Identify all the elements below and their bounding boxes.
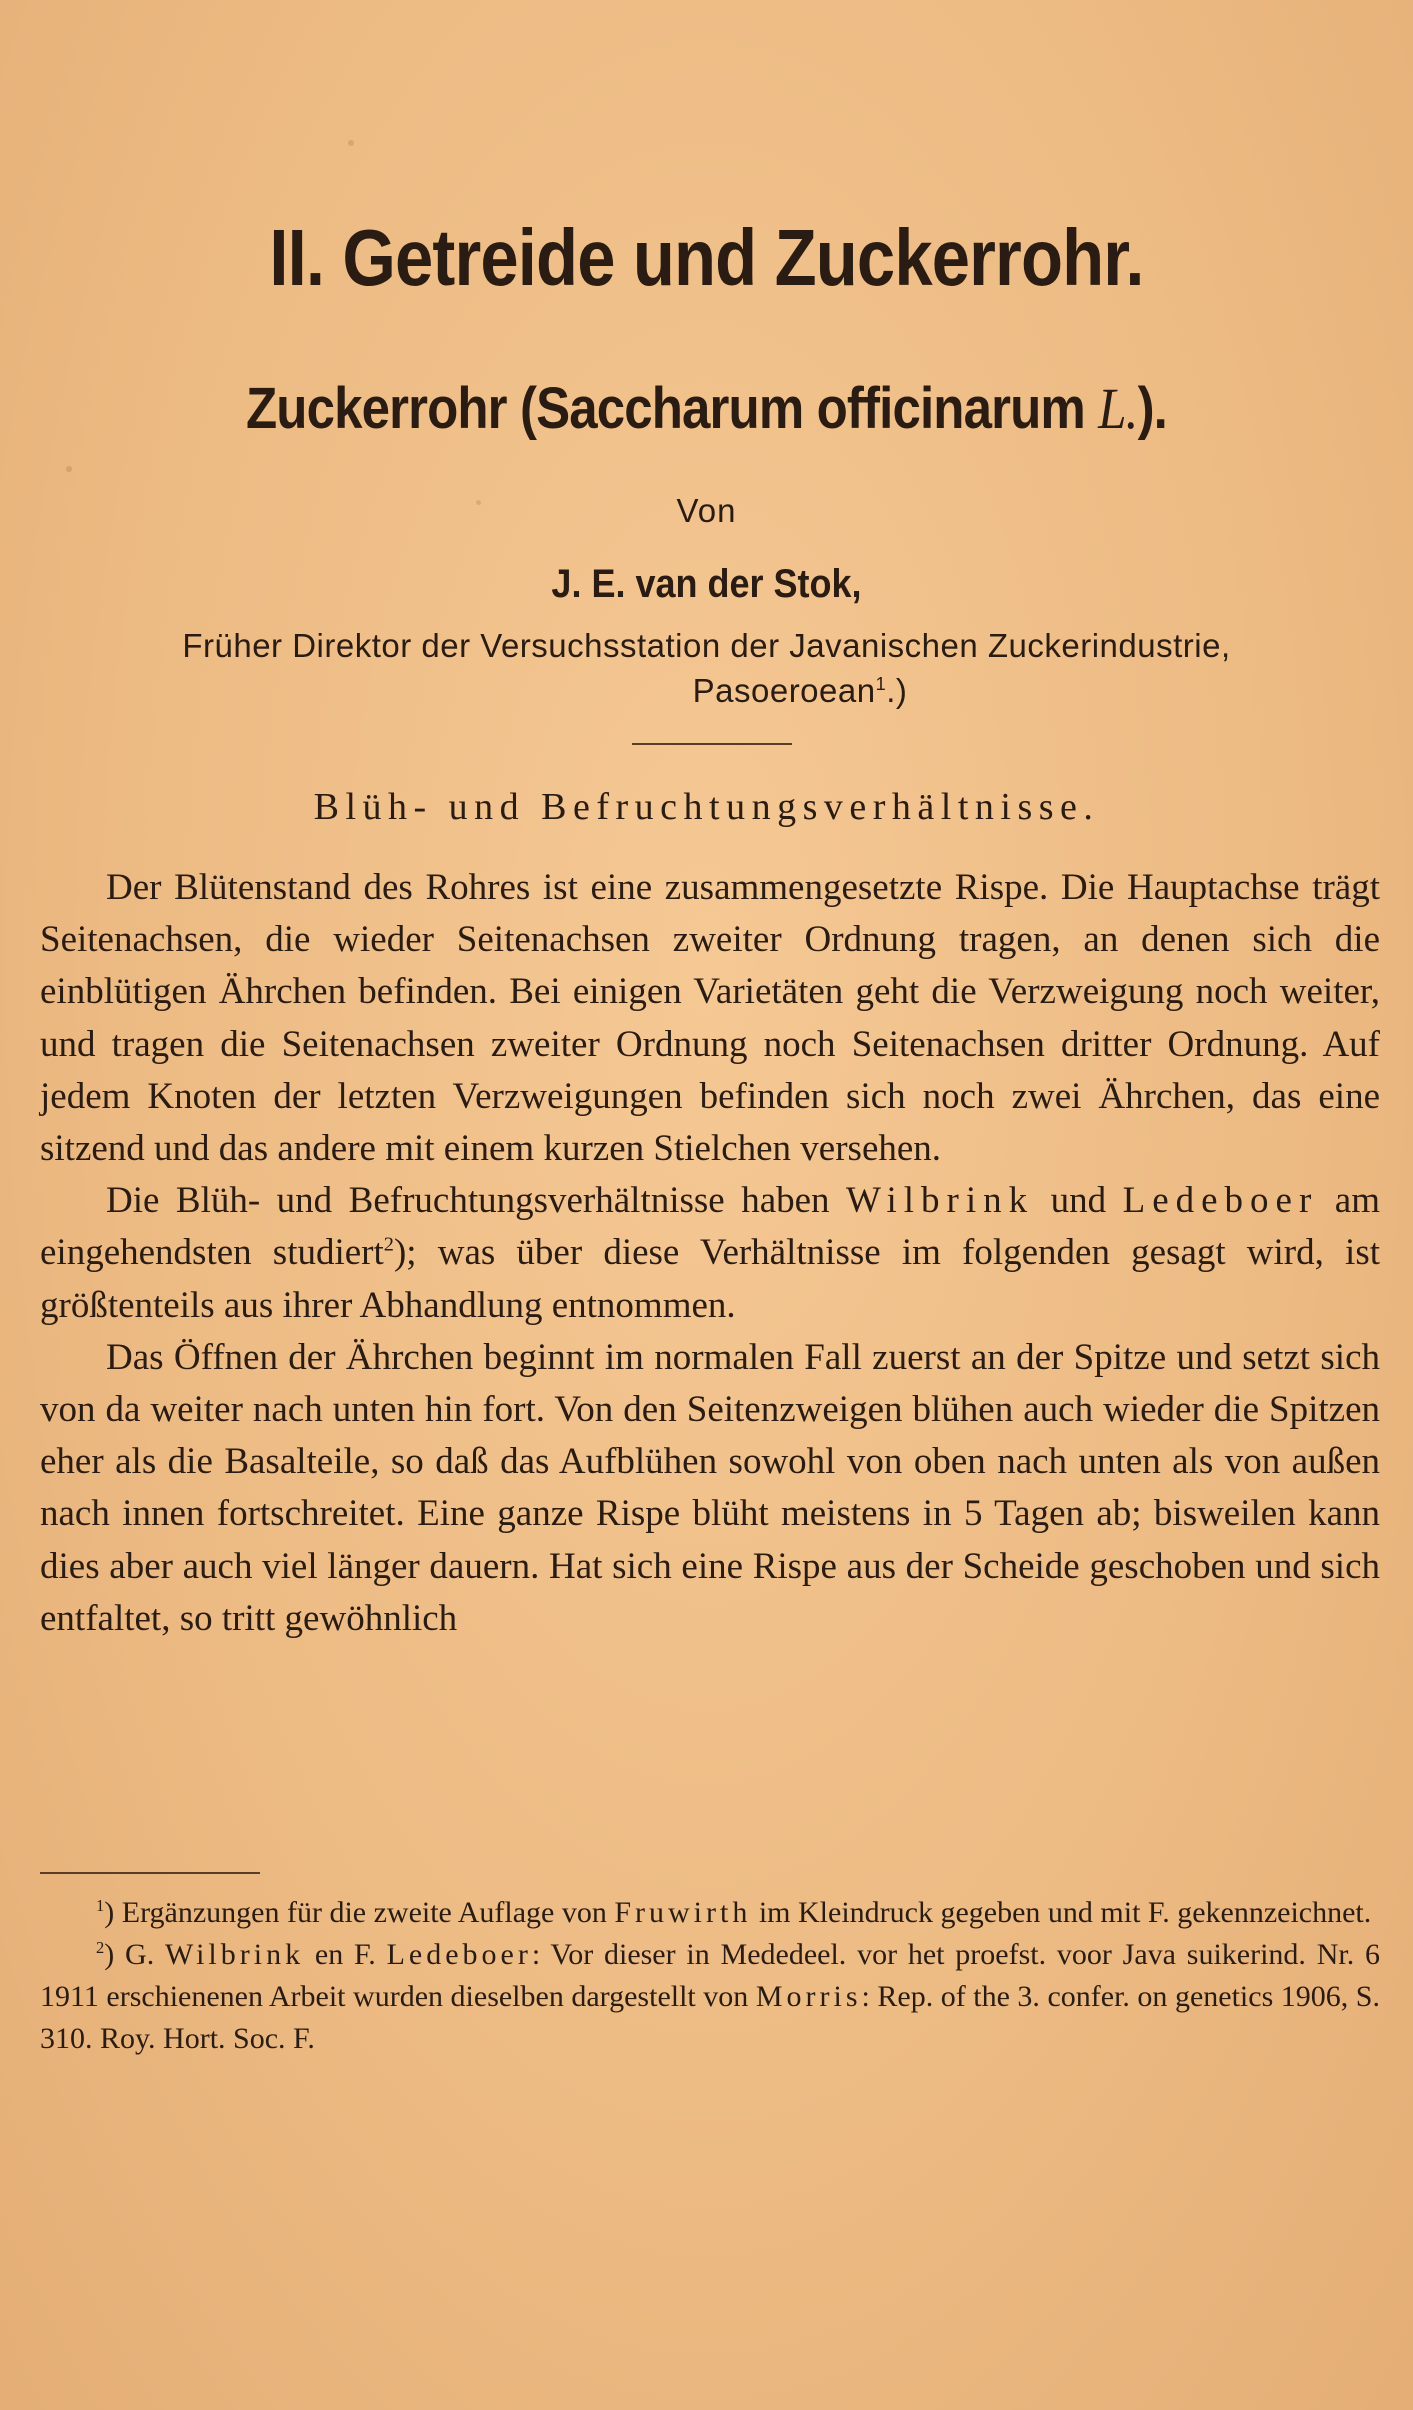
footnote-2-mark: 2 <box>96 1938 105 1957</box>
chapter-title: II. Getreide und Zuckerrohr. <box>269 213 1144 302</box>
footnote-1-text-b: im Kleindruck gegeben und mit F. gekennzeichnet. <box>751 1896 1372 1929</box>
footnotes <box>40 1892 1380 2060</box>
footnote-2-text-a: ) G. <box>104 1938 165 1971</box>
paragraph-2 <box>40 1175 1380 1332</box>
footnote-divider <box>40 1872 260 1874</box>
paragraph-1: Der Blütenstand des Rohres ist eine zusammengesetzte Rispe. Die Hauptachse trägt Seitenachsen, die wieder Seitenachsen zweiter Ordnung tragen, an denen sich die einblütigen Ährchen befinden. Bei einigen Varietäten geht die Verzweigung noch weiter, und tragen die Seitenachsen zweiter Ordnung noch Seitenachsen dritter Ordnung. Auf jedem Knoten der letzten Verzweigungen befinden sich noch zwei Ährchen, das eine sitzend und das andere mit einem kurzen Stielchen versehen. <box>40 867 1380 1170</box>
footnote-ref-2: 2 <box>383 1234 394 1257</box>
paragraph-2-text-a: Die Blüh- und Befruchtungsverhältnisse haben <box>106 1180 847 1222</box>
footnote-1-mark: 1 <box>96 1896 105 1915</box>
body-text <box>40 862 1380 1645</box>
footnote-1-author: Fruwirth <box>614 1896 752 1929</box>
footnote-2-text-b: en F. <box>304 1938 387 1971</box>
footnote-2 <box>40 1934 1380 2060</box>
footnote-ref-1: 1 <box>875 674 887 694</box>
author-affiliation-line2 <box>300 672 1300 710</box>
affiliation-place: Pasoeroean <box>692 672 876 709</box>
title-divider <box>632 743 792 745</box>
footnote-1 <box>40 1892 1380 1934</box>
paragraph-2-text-b: und <box>1034 1180 1123 1222</box>
section-title <box>85 375 1328 442</box>
paragraph-2-text-c: am eingehendsten studiert <box>40 1180 1380 1274</box>
author-name-ledeboer: Ledeboer <box>1122 1180 1319 1222</box>
footnote-1-text-a: ) Ergänzungen für die zweite Auflage von <box>104 1896 615 1929</box>
paper-spot <box>66 466 72 472</box>
author-affiliation-line1: Früher Direktor der Versuchsstation der Javanischen Zuckerindustrie, <box>182 627 1231 664</box>
author-name: J. E. van der Stok, <box>551 562 862 606</box>
author-name-wilbrink: Wilbrink <box>846 1180 1035 1222</box>
footnote-2-text-d: : Rep. of the 3. confer. on genetics 1906, S. 310. Roy. Hort. Soc. F. <box>40 1980 1380 2055</box>
footnote-2-author-1: Wilbrink <box>164 1938 305 1971</box>
section-title-main: Zuckerrohr (Saccharum officinarum <box>245 376 1099 441</box>
byline-von: Von <box>676 492 737 529</box>
paragraph-3: Das Öffnen der Ährchen beginnt im normalen Fall zuerst an der Spitze und setzt sich von da weiter nach unten hin fort. Von den Seitenzweigen blühen auch wieder die Spitzen eher als die Basalteile, so daß das Aufblühen sowohl von oben nach unten als von außen nach innen fortschreitet. Eine ganze Rispe blüht meistens in 5 Tagen ab; bisweilen kann dies aber auch viel länger dauern. Hat sich eine Rispe aus der Scheide geschoben und sich entfaltet, so tritt gewöhnlich <box>40 1336 1380 1639</box>
paper-spot <box>348 140 354 146</box>
footnote-2-author-2: Ledeboer <box>386 1938 532 1971</box>
footnote-2-author-3: Morris <box>755 1980 862 2013</box>
footnote-2-text-c: : Vor dieser in Mededeel. vor het proefst. voor Java suikerind. Nr. 6 1911 erschienenen Arbeit wurden dieselben dargestellt von <box>40 1938 1380 2013</box>
subsection-title: Blüh- und Befruchtungsverhältnisse. <box>313 786 1100 828</box>
section-title-close: ). <box>1137 376 1167 441</box>
affiliation-end: .) <box>886 672 908 709</box>
paragraph-2-text-d: ); was über diese Verhältnisse im folgenden gesagt wird, ist größtenteils aus ihrer Abhandlung entnommen. <box>40 1232 1380 1326</box>
section-title-author-abbrev: L. <box>1098 376 1138 441</box>
